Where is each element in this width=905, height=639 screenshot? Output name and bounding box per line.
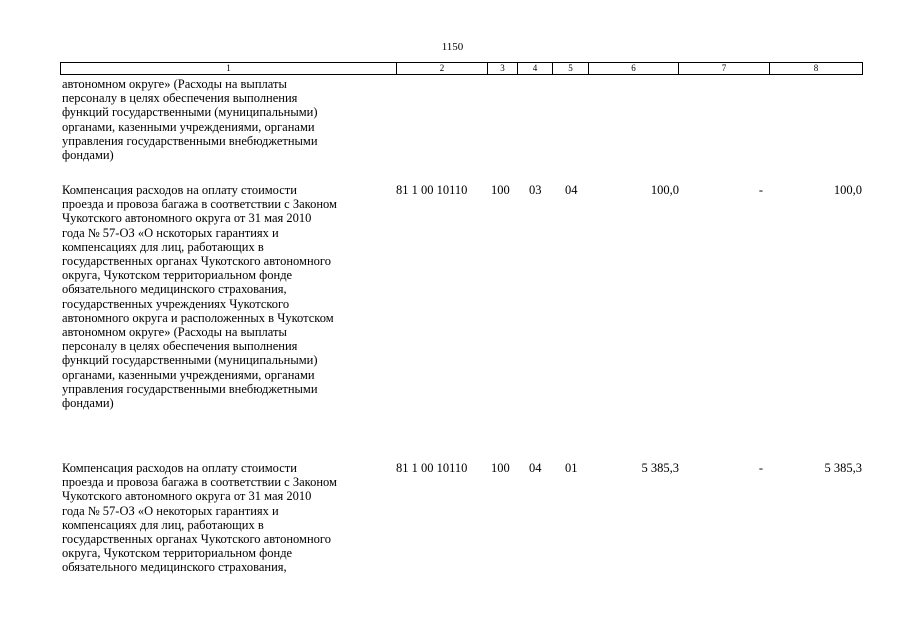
header-row (61, 63, 863, 75)
row-value-8: 100,0 (833, 183, 862, 197)
row-rz: 03 (529, 183, 542, 197)
header-col-4: 4 (518, 63, 553, 75)
header-col-3: 3 (488, 63, 518, 75)
header-col-5: 5 (553, 63, 589, 75)
row-value-6: 100,0 (650, 183, 679, 197)
header-col-1: 1 (61, 63, 397, 75)
column-header-table (60, 62, 863, 75)
header-col-2: 2 (397, 63, 488, 75)
row-description: Компенсация расходов на оплату стоимости проезда и провоза багажа в соответствии с Законом Чукотского автономного округа от 31 мая 2010 года № 57-ОЗ «О некоторых гарантиях и компенсациях для лиц, работающих в государственных органах Чукотского автономного округа, Чукотском территориальном фонде обязательного медицинского страхования, (62, 461, 337, 575)
row-description: Компенсация расходов на оплату стоимости проезда и провоза багажа в соответствии с Законом Чукотского автономного округа от 31 мая 2010 года № 57-ОЗ «О нскоторых гарантиях и компенсациях для лиц, работающих в государственных органах Чукотского автономного округа, Чукотском территориальном фонде обязательного медицинского страхования, государственных учреждениях Чукотского автономного округа и расположенных в Чукотском автономном округе» (Расходы на выплаты персоналу в целях обеспечения выполнения функций государственными (муниципальными) органами, казенными учреждениями, органами управления государственными внебюджетными фондами) (62, 183, 337, 411)
row-pr: 04 (565, 183, 578, 197)
row-value-7: - (758, 461, 763, 475)
row-vr: 100 (491, 461, 510, 475)
row-value-7: - (758, 183, 763, 197)
row-rz: 04 (529, 461, 542, 475)
row-description: автономном округе» (Расходы на выплаты персоналу в целях обеспечения выполнения функций государственными (муниципальными) органами, казенными учреждениями, органами управления государственными внебюджетными фондами) (62, 77, 318, 163)
row-value-8: 5 385,3 (824, 461, 862, 475)
row-code: 81 1 00 10110 (396, 461, 468, 475)
row-vr: 100 (491, 183, 510, 197)
header-col-7: 7 (679, 63, 770, 75)
header-col-6: 6 (589, 63, 679, 75)
page-number: 1150 (441, 41, 464, 53)
header-col-8: 8 (770, 63, 863, 75)
row-value-6: 5 385,3 (641, 461, 679, 475)
row-code: 81 1 00 10110 (396, 183, 468, 197)
row-pr: 01 (565, 461, 578, 475)
